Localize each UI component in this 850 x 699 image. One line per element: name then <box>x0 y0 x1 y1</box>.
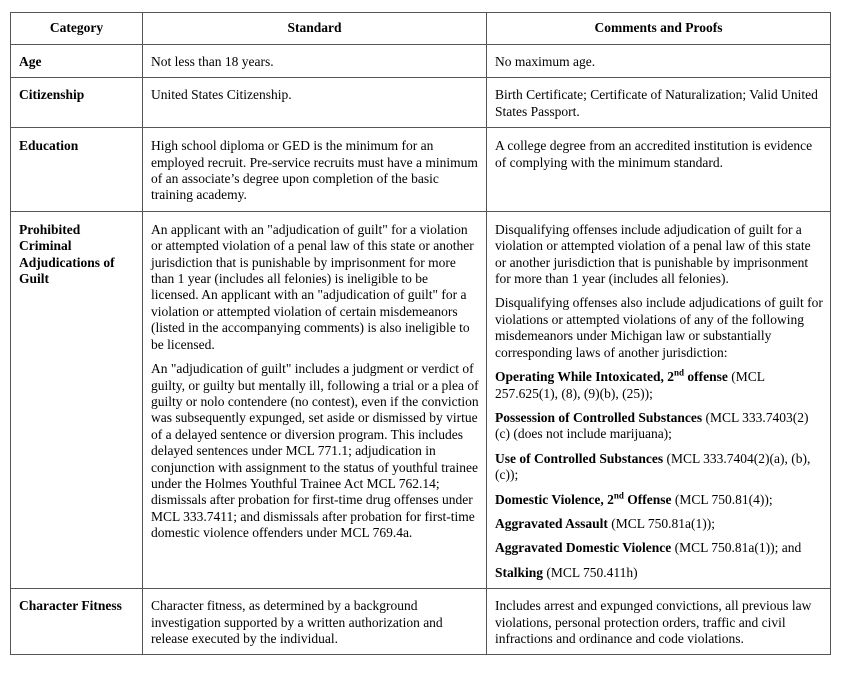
comments-cell: A college degree from an accredited institution is evidence of complying with the minimum standard. <box>487 128 831 212</box>
offense-citation: (MCL 750.81a(1)); <box>607 515 715 531</box>
offense-name: Use of Controlled Substances <box>495 450 664 466</box>
category-cell: Character Fitness <box>11 589 143 655</box>
standard-cell: Not less than 18 years. <box>143 45 487 78</box>
table-row-education <box>11 128 831 212</box>
offense-item <box>495 516 823 532</box>
offense-citation: (MCL 333.7404(2)(a), (b), (c)); <box>495 450 811 483</box>
offense-item <box>495 451 823 484</box>
offense-item <box>495 369 823 402</box>
offense-item <box>495 565 823 581</box>
standard-cell: High school diploma or GED is the minimum for an employed recruit. Pre-service recruits must have a minimum of an associate’s degree upon completion of the basic training academy. <box>143 128 487 212</box>
offense-item <box>495 540 823 556</box>
offense-name: Stalking <box>495 564 544 580</box>
offense-citation: (MCL 257.625(1), (8), (9)(b), (25)); <box>495 369 765 401</box>
comments-paragraph: Disqualifying offenses also include adjudications of guilt for violations or attempted violations of any of the following misdemeanors under Michigan law or substantially corresponding laws of another jurisdiction: <box>495 295 823 360</box>
offense-name: Domestic Violence, 2nd Offense <box>495 490 672 507</box>
standard-cell <box>143 211 487 588</box>
standard-paragraph: An applicant with an "adjudication of guilt" for a violation or attempted violation of a penal law of this state or another jurisdiction that is punishable by imprisonment for more than 1 year (includes all felonies) is ineligible to be licensed. An applicant with an "adjudication of guilt" for a violation or attempted violation of certain misdemeanors (listed in the accompanying comments) is also ineligible to be licensed. <box>151 221 474 352</box>
offense-name: Aggravated Domestic Violence <box>495 540 672 556</box>
header-category: Category <box>11 13 143 45</box>
table-row-character-fitness <box>11 589 831 655</box>
comments-cell: No maximum age. <box>487 45 831 78</box>
table-row-citizenship <box>11 78 831 128</box>
category-cell: Citizenship <box>11 78 143 128</box>
header-comments: Comments and Proofs <box>487 13 831 45</box>
offense-name: Possession of Controlled Substances <box>495 409 703 425</box>
offense-item <box>495 492 823 508</box>
category-cell: Age <box>11 45 143 78</box>
standard-cell: Character fitness, as determined by a background investigation supported by a written authorization and release executed by the individual. <box>143 589 487 655</box>
table-header-row <box>11 13 831 45</box>
category-cell: Prohibited Criminal Adjudications of Guilt <box>11 211 143 588</box>
comments-cell: Includes arrest and expunged convictions, all previous law violations, personal protection orders, traffic and civil infractions and ordinance and code violations. <box>487 589 831 655</box>
comments-cell: Birth Certificate; Certificate of Naturalization; Valid United States Passport. <box>487 78 831 128</box>
standard-cell: United States Citizenship. <box>143 78 487 128</box>
category-cell: Education <box>11 128 143 212</box>
offense-name: Aggravated Assault <box>495 515 608 531</box>
comments-paragraph: Disqualifying offenses include adjudication of guilt for a violation or attempted violation of a penal law of this state or another jurisdiction that is punishable by imprisonment for more than 1 year (includes all felonies). <box>495 221 811 287</box>
table-row-age <box>11 45 831 78</box>
offense-citation: (MCL 750.411h) <box>543 564 638 580</box>
standard-paragraph: An "adjudication of guilt" includes a judgment or verdict of guilty, or guilty but mentally ill, following a trial or a plea of guilty or nolo contendere (no contest), even if the conviction was subsequently expunged, set aside or dismissed by virtue of a delayed sentence or diversion program. This includes delayed sentences under MCL 771.1; adjudication in conjunction with assignment to the status of youthful trainee under the Holmes Youthful Trainee Act MCL 762.14; dismissals after probation for first-time drug offenses under MCL 333.7411; and dismissals after probation for first-time domestic violence offenders under MCL 769.4a. <box>151 361 479 541</box>
offense-item <box>495 410 823 443</box>
offense-name: Operating While Intoxicated, 2nd offense <box>495 367 728 385</box>
table-row-criminal-adjudications <box>11 211 831 588</box>
comments-cell <box>487 211 831 588</box>
offense-citation: (MCL 333.7403(2)(c) (does not include marijuana); <box>495 409 809 442</box>
licensing-standards-table <box>10 12 831 655</box>
header-standard: Standard <box>143 13 487 45</box>
offense-citation: (MCL 750.81a(1)); and <box>671 540 802 556</box>
offense-citation: (MCL 750.81(4)); <box>671 491 773 507</box>
